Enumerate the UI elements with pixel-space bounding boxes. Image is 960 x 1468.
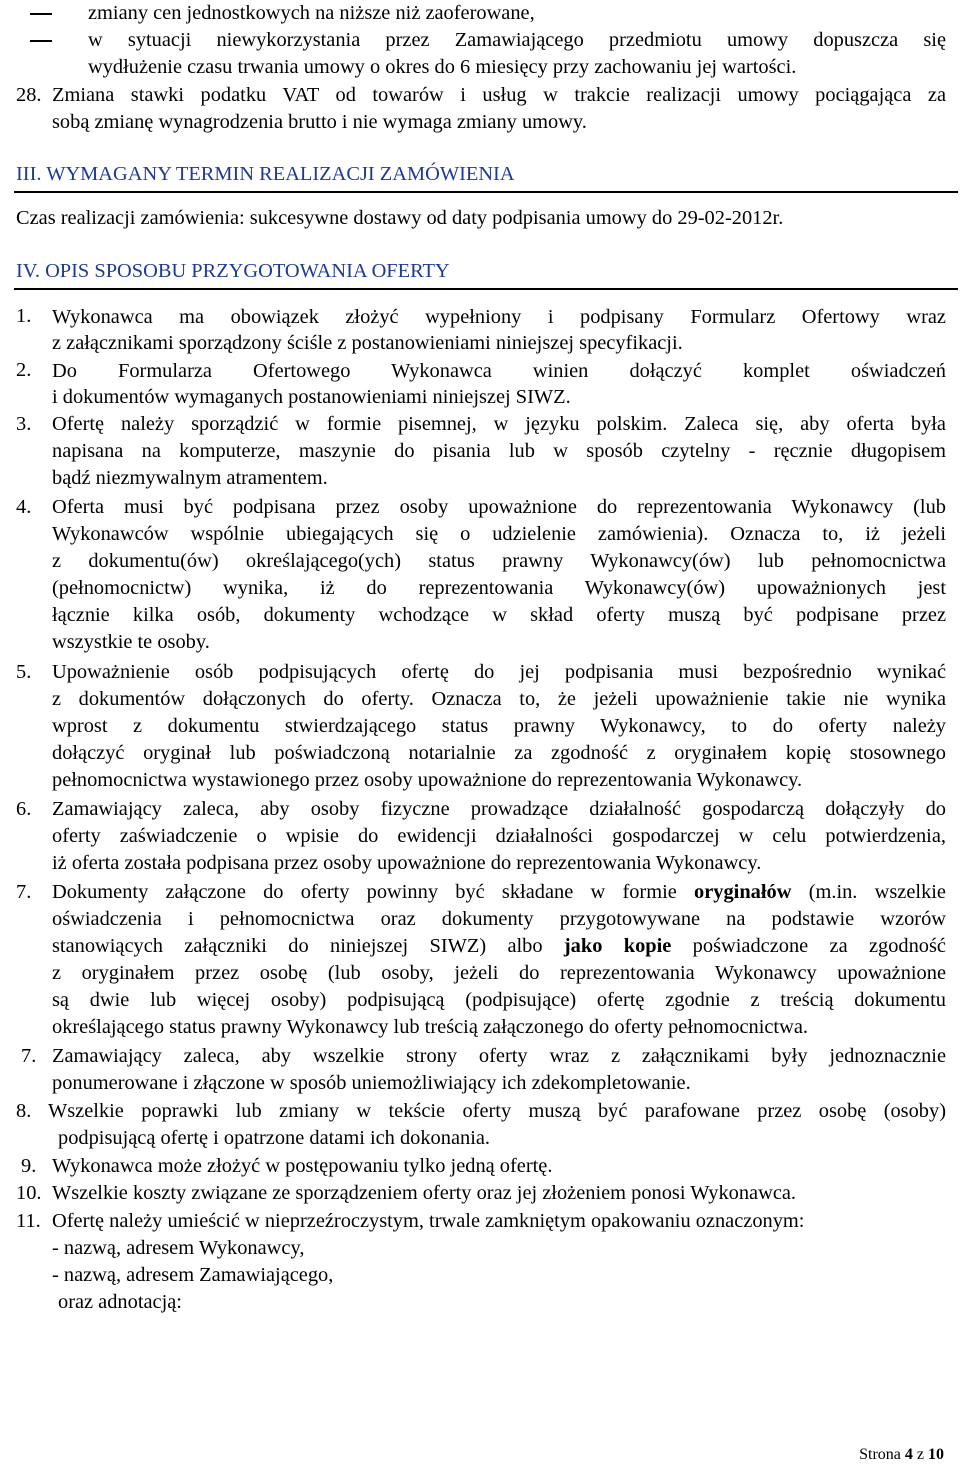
list-item-10	[0, 1180, 960, 1207]
item-text: i dokumentów wymaganych postanowieniami niniejszej SIWZ.	[52, 386, 571, 408]
bold-term: jako kopie	[563, 935, 672, 957]
paragraph-text: Czas realizacji zamówienia: sukcesywne dostawy od daty podpisania umowy do 29-02-2012r.	[16, 207, 784, 229]
bold-term: oryginałów	[694, 881, 792, 903]
item-number: 6.	[16, 798, 32, 820]
item-text: Upoważnienie osób podpisujących ofertę do jej podpisania musi bezpośrednio wynikać	[52, 661, 946, 683]
current-page-number: 4	[904, 1446, 913, 1463]
top-dash-item-2-cont	[0, 54, 960, 81]
list-item	[0, 796, 960, 877]
item-text: Wszelkie koszty związane ze sporządzeniem oferty oraz jej złożeniem ponosi Wykonawca.	[52, 1182, 797, 1204]
section-heading: IV. OPIS SPOSOBU PRZYGOTOWANIA OFERTY	[16, 260, 450, 282]
sub-item-text: oraz adnotacją:	[58, 1291, 182, 1313]
item-number: 28.	[16, 84, 42, 106]
item-text: Ofertę należy sporządzić w formie pisemnej, w języku polskim. Zaleca się, aby oferta była	[52, 413, 946, 435]
list-item-8	[0, 1098, 960, 1152]
item-number: 7.	[21, 1045, 37, 1067]
item-text: Zamawiający zaleca, aby osoby fizyczne prowadzące działalność gospodarczą dołączyły do	[52, 798, 946, 820]
item-text: z oryginałem przez osobę (lub osoby, jeżeli do reprezentowania Wykonawcy upoważnione	[52, 962, 946, 984]
item-text: Zamawiający zaleca, aby wszelkie strony oferty wraz z załącznikami były jednoznacznie	[52, 1045, 946, 1067]
item-text: sobą zmianę wynagrodzenia brutto i nie wymaga zmiany umowy.	[52, 111, 587, 133]
section-heading: III. WYMAGANY TERMIN REALIZACJI ZAMÓWIENIA	[16, 163, 515, 185]
item-text: iż oferta została podpisana przez osoby upoważnione do reprezentowania Wykonawcy.	[52, 852, 762, 874]
list-item-7-originals	[0, 879, 960, 1041]
item-text: Oferta musi być podpisana przez osoby upoważnione do reprezentowania Wykonawcy (lub	[52, 496, 946, 518]
item-number: 5.	[16, 661, 32, 683]
item-text: wszystkie te osoby.	[52, 631, 210, 653]
section-3-heading-block	[0, 161, 960, 188]
item-text: stanowiących załączniki do niniejszej SIWZ) albo jako kopie poświadczone za zgodność	[52, 935, 946, 957]
item-text: z dokumentów dołączonych do oferty. Oznacza to, że jeżeli upoważnienie takie nie wynika	[52, 688, 946, 710]
item-text: pełnomocnictwa wystawionego przez osoby upoważnione do reprezentowania Wykonawcy.	[52, 769, 803, 791]
item-number: 9.	[21, 1155, 37, 1177]
list-item	[0, 303, 960, 355]
item-text: ponumerowane i złączone w sposób uniemożliwiający ich zdekompletowanie.	[52, 1072, 691, 1094]
dash-bullet	[30, 40, 52, 42]
list-item	[0, 494, 960, 656]
item-number: 11.	[16, 1210, 41, 1232]
item-text: napisana na komputerze, maszynie do pisania lub w sposób czytelny - ręcznie długopisem	[52, 440, 946, 462]
item-text: są dwie lub więcej osoby) podpisującą (podpisujące) ofertę zgodnie z treścią dokumentu	[52, 989, 946, 1011]
total-page-number: 10	[928, 1446, 944, 1463]
section-divider	[14, 191, 958, 193]
list-item-text: zmiany cen jednostkowych na niższe niż zaoferowane,	[88, 2, 535, 24]
item-text: (pełnomocnictw) wynika, iż do reprezentowania Wykonawcy(ów) upoważnionych jest	[52, 577, 946, 599]
list-item-text: w sytuacji niewykorzystania przez Zamawiającego przedmiotu umowy dopuszcza się	[88, 29, 946, 51]
item-text: podpisującą ofertę i opatrzone datami ich dokonania.	[58, 1127, 491, 1149]
item-text: Do Formularza Ofertowego Wykonawca winien dołączyć komplet oświadczeń	[52, 360, 946, 382]
list-item-9	[0, 1153, 960, 1180]
list-item	[0, 357, 960, 409]
section-3-text	[0, 205, 960, 232]
list-item-7-numbering	[0, 1043, 960, 1097]
sub-item-text: - nazwą, adresem Zamawiającego,	[52, 1264, 334, 1286]
item-text: dołączyć oryginał lub poświadczoną notarialnie za zgodność z oryginałem kopię stosownego	[52, 742, 946, 764]
item-text: bądź niezmywalnym atramentem.	[52, 467, 328, 489]
page-footer	[859, 1445, 944, 1465]
item-text: oferty zaświadczenie o wpisie do ewidencji działalności gospodarczej w celu potwierdzenia,	[52, 825, 946, 847]
footer-label: z	[912, 1446, 928, 1463]
item-text: z załącznikami sporządzony ściśle z postanowieniami niniejszej specyfikacji.	[52, 332, 683, 354]
item-number: 10.	[16, 1182, 42, 1204]
dash-bullet	[30, 13, 52, 15]
item-number: 2.	[16, 359, 32, 381]
item-text: Zmiana stawki podatku VAT od towarów i usług w trakcie realizacji umowy pociągająca za	[52, 84, 946, 106]
item-text: Wykonawca ma obowiązek złożyć wypełniony i podpisany Formularz Ofertowy wraz	[52, 306, 946, 328]
item-number: 1.	[16, 305, 32, 327]
top-dash-item-2	[0, 27, 960, 54]
item-text: Dokumenty załączone do oferty powinny być składane w formie oryginałów (m.in. wszelkie	[52, 881, 946, 903]
item-text: Wykonawca może złożyć w postępowaniu tylko jedną ofertę.	[52, 1155, 553, 1177]
item-text: wprost z dokumentu stwierdzającego status prawny Wykonawcy, to do oferty należy	[52, 715, 946, 737]
item-number: 7.	[16, 881, 32, 903]
section-divider	[14, 288, 958, 290]
list-item-text: wydłużenie czasu trwania umowy o okres do 6 miesięcy przy zachowaniu jej wartości.	[88, 56, 797, 78]
item-28	[0, 82, 960, 136]
footer-label: Strona	[859, 1446, 905, 1463]
item-text: łącznie kilka osób, dokumenty wchodzące w skład oferty muszą być podpisane przez	[52, 604, 946, 626]
item-text: określającego status prawny Wykonawcy lub treścią załączonego do oferty pełnomocnictwa.	[52, 1016, 808, 1038]
top-dash-item-1	[0, 0, 960, 27]
list-item	[0, 411, 960, 492]
item-number: 4.	[16, 496, 32, 518]
item-text: Wykonawców wspólnie ubiegających się o udzielenie zamówienia). Oznacza to, iż jeżeli	[52, 523, 946, 545]
item-number: 8.	[16, 1100, 32, 1122]
sub-item-text: - nazwą, adresem Wykonawcy,	[52, 1237, 305, 1259]
item-text: z dokumentu(ów) określającego(ych) status prawny Wykonawcy(ów) lub pełnomocnictwa	[52, 550, 946, 572]
item-text: Wszelkie poprawki lub zmiany w tekście oferty muszą być parafowane przez osobę (osoby)	[48, 1100, 946, 1122]
list-item	[0, 659, 960, 794]
item-text: oświadczenia i pełnomocnictwa oraz dokumenty przygotowywane na podstawie wzorów	[52, 908, 946, 930]
section-4-heading-block	[0, 258, 960, 285]
item-number: 3.	[16, 413, 32, 435]
item-text: Ofertę należy umieścić w nieprzeźroczystym, trwale zamkniętym opakowaniu oznaczonym:	[52, 1210, 805, 1232]
list-item-11	[0, 1208, 960, 1316]
